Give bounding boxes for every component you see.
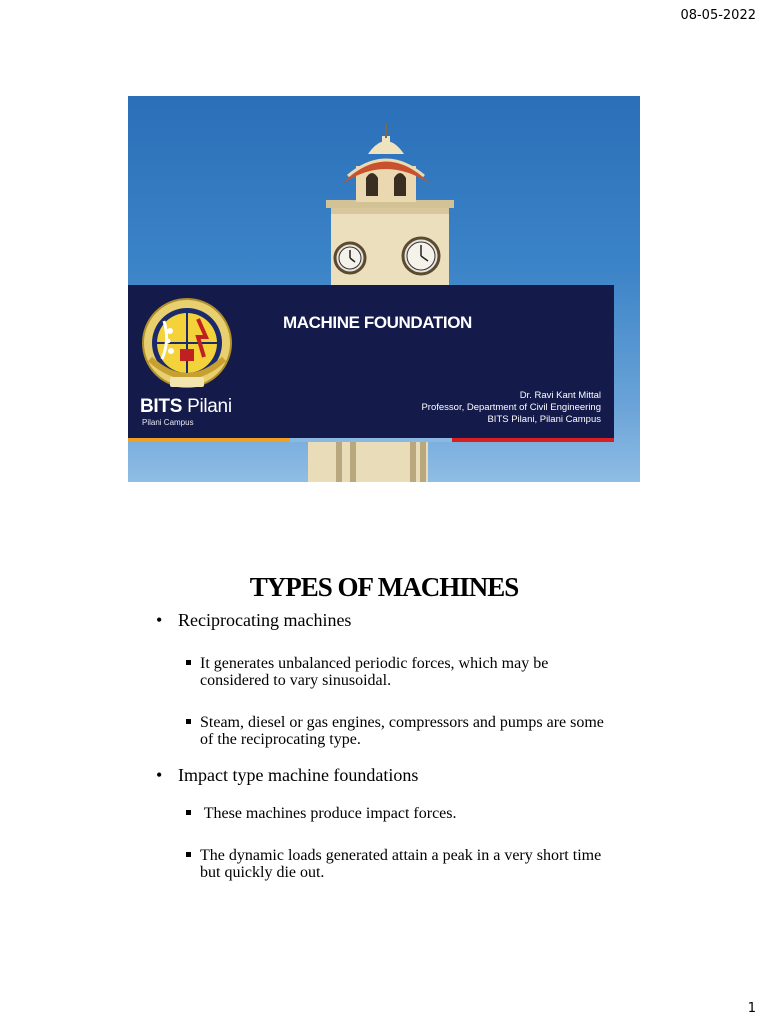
brand-logotype: BITS Pilani [140, 396, 232, 417]
title-slide [128, 96, 640, 482]
section-heading: • Impact type machine foundations [156, 765, 419, 785]
presenter-name: Dr. Ravi Kant Mittal [519, 390, 601, 401]
section-heading: • Reciprocating machines [156, 610, 352, 630]
color-stripe [128, 438, 614, 442]
bullet-point: Steam, diesel or gas engines, compressors and pumps are some of the reciprocating type. [184, 714, 620, 748]
brand-campus: Pilani Campus [142, 418, 194, 427]
presenter-role: Professor, Department of Civil Engineering [421, 402, 601, 413]
page-number: 1 [747, 1001, 756, 1016]
deck-title: MACHINE FOUNDATION [283, 313, 472, 332]
bits-emblem-icon [140, 297, 234, 393]
slide-title: TYPES OF MACHINES [249, 572, 519, 602]
presenter-block [421, 390, 601, 426]
bullet-point: The dynamic loads generated attain a peak in a very short time but quickly die out. [184, 847, 620, 881]
title-band [128, 285, 614, 442]
content-slide [128, 560, 640, 946]
presenter-institution: BITS Pilani, Pilani Campus [487, 414, 601, 425]
bullet-point: These machines produce impact forces. [184, 805, 620, 822]
page-date: 08-05-2022 [680, 8, 756, 23]
bullet-point: It generates unbalanced periodic forces, which may be considered to vary sinusoidal. [184, 655, 620, 689]
